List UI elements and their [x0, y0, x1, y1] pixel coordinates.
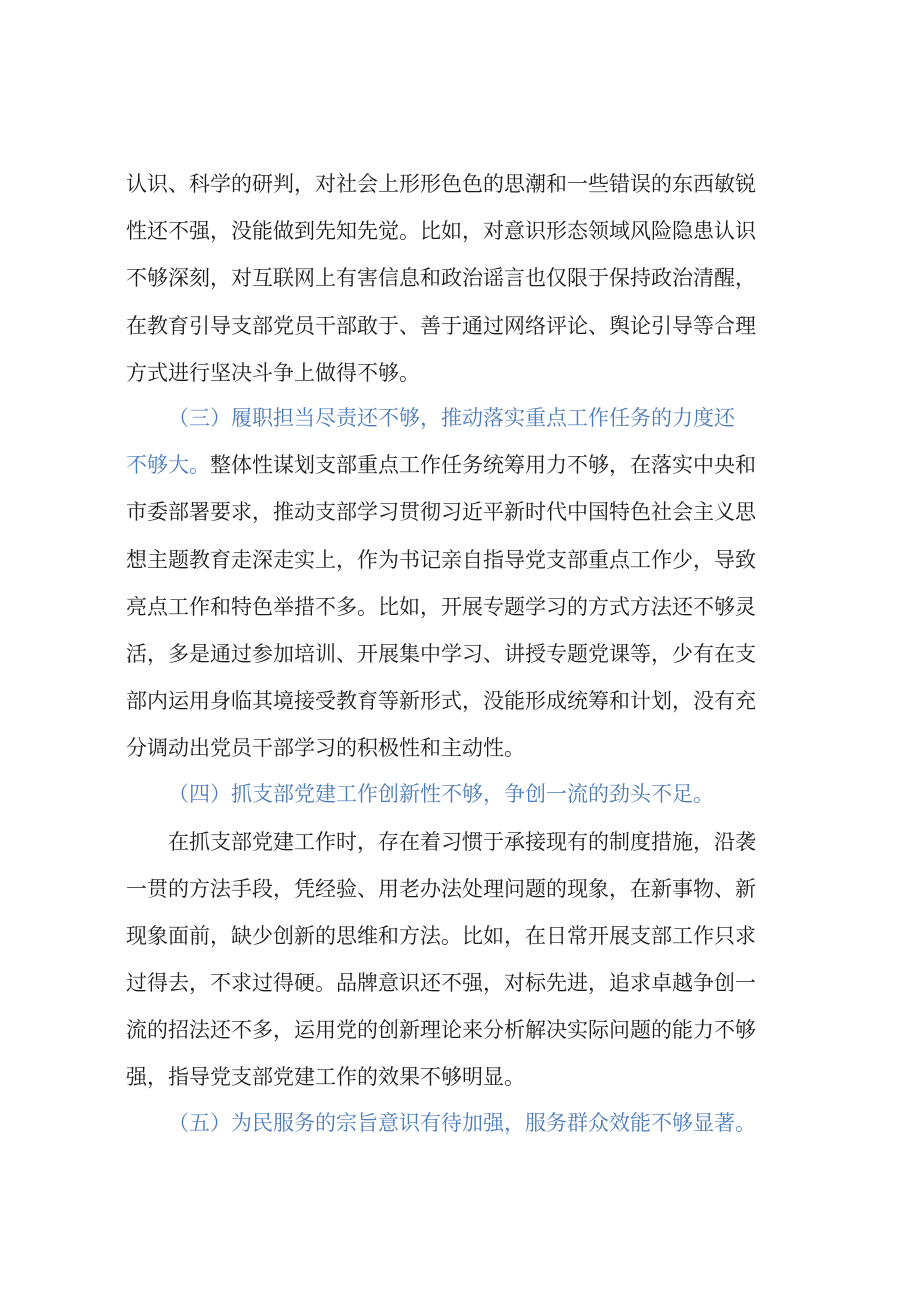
paragraph-text: 整体性谋划支部重点工作任务统筹用力不够，在落实中央和	[210, 453, 756, 477]
paragraph-line: 认识、科学的研判，对社会上形形色色的思潮和一些错误的东西敏锐	[126, 172, 756, 196]
paragraph-line: 性还不强，没能做到先知先觉。比如，对意识形态领域风险隐患认识	[126, 219, 756, 243]
section-heading-3-continuation: 不够大。	[126, 453, 210, 477]
paragraph-line: 不够深刻，对互联网上有害信息和政治谣言也仅限于保持政治清醒，	[126, 266, 756, 290]
paragraph-line: 亮点工作和特色举措不多。比如，开展专题学习的方式方法还不够灵	[126, 595, 756, 619]
paragraph-line: 市委部署要求，推动支部学习贯彻习近平新时代中国特色社会主义思	[126, 500, 756, 524]
paragraph-line: 分调动出党员干部学习的积极性和主动性。	[126, 736, 525, 760]
paragraph-line: 想主题教育走深走实上，作为书记亲自指导党支部重点工作少，导致	[126, 548, 756, 572]
section-heading-3: （三）履职担当尽责还不够，推动落实重点工作任务的力度还	[168, 406, 735, 430]
section-heading-5: （五）为民服务的宗旨意识有待加强，服务群众效能不够显著。	[168, 1111, 756, 1135]
paragraph-line: 在抓支部党建工作时，存在着习惯于承接现有的制度措施，沿袭	[168, 830, 756, 854]
paragraph-line: 方式进行坚决斗争上做得不够。	[126, 361, 420, 385]
paragraph-line: 过得去，不求过得硬。品牌意识还不强，对标先进，追求卓越争创一	[126, 971, 756, 995]
paragraph-line: 在教育引导支部党员干部敢于、善于通过网络评论、舆论引导等合理	[126, 314, 756, 338]
paragraph-line-mixed	[126, 450, 756, 480]
paragraph-line: 流的招法还不多，运用党的创新理论来分析解决实际问题的能力不够	[126, 1018, 756, 1042]
paragraph-line: 强，指导党支部党建工作的效果不够明显。	[126, 1065, 525, 1089]
paragraph-line: 现象面前，缺少创新的思维和方法。比如，在日常开展支部工作只求	[126, 924, 756, 948]
paragraph-line: 一贯的方法手段，凭经验、用老办法处理问题的现象，在新事物、新	[126, 877, 756, 901]
paragraph-line: 部内运用身临其境接受教育等新形式，没能形成统筹和计划，没有充	[126, 689, 756, 713]
paragraph-line: 活，多是通过参加培训、开展集中学习、讲授专题党课等，少有在支	[126, 642, 756, 666]
section-heading-4: （四）抓支部党建工作创新性不够，争创一流的劲头不足。	[168, 782, 714, 806]
